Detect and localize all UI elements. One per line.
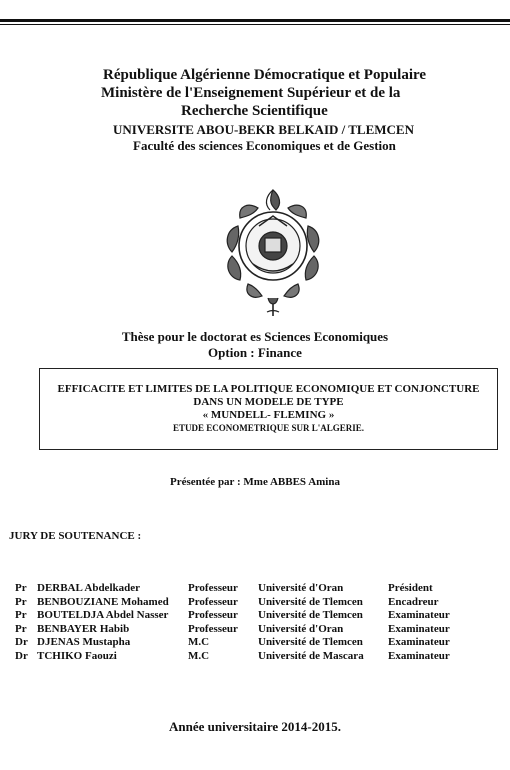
top-rule-thin: [0, 24, 510, 25]
faculty-name: Faculté des sciences Economiques et de Gestion: [133, 138, 396, 153]
jury-heading: JURY DE SOUTENANCE :: [9, 530, 142, 542]
jury-role: Examinateur: [388, 609, 450, 621]
jury-role: Encadreur: [388, 596, 439, 608]
republic-line: République Algérienne Démocratique et Populaire: [103, 67, 427, 83]
jury-role: Examinateur: [388, 623, 450, 635]
jury-name: DJENAS Mustapha: [37, 636, 131, 648]
jury-university: Université de Tlemcen: [258, 609, 363, 621]
jury-title: Pr: [15, 609, 27, 621]
university-emblem-icon: [218, 186, 328, 318]
jury-rank: Professeur: [188, 623, 238, 635]
jury-university: Université de Tlemcen: [258, 596, 363, 608]
top-rule-thick: [0, 19, 510, 22]
jury-title: Dr: [15, 650, 28, 662]
jury-title: Dr: [15, 636, 28, 648]
jury-role: Examinateur: [388, 650, 450, 662]
jury-title: Pr: [15, 623, 27, 635]
jury-name: DERBAL Abdelkader: [37, 582, 140, 594]
jury-university: Université de Tlemcen: [258, 636, 363, 648]
research-line: Recherche Scientifique: [181, 103, 328, 119]
jury-name: TCHIKO Faouzi: [37, 650, 117, 662]
jury-name: BENBAYER Habib: [37, 623, 130, 635]
jury-university: Université d'Oran: [258, 623, 344, 635]
jury-rank: Professeur: [188, 596, 238, 608]
university-name: UNIVERSITE ABOU-BEKR BELKAID / TLEMCEN: [113, 122, 414, 137]
jury-title: Pr: [15, 582, 27, 594]
jury-name: BOUTELDJA Abdel Nasser: [37, 609, 169, 621]
jury-rank: Professeur: [188, 609, 238, 621]
thesis-title-line3: « MUNDELL- FLEMING »: [202, 409, 335, 421]
jury-rank: Professeur: [188, 582, 238, 594]
thesis-type: Thèse pour le doctorat es Sciences Economiques: [121, 329, 389, 344]
thesis-title-box: [39, 368, 498, 450]
thesis-title-line1: EFFICACITE ET LIMITES DE LA POLITIQUE ECONOMIQUE ET CONJONCTURE: [57, 383, 480, 395]
jury-name: BENBOUZIANE Mohamed: [37, 596, 169, 608]
jury-role: Président: [388, 582, 433, 594]
thesis-subtitle: ETUDE ECONOMETRIQUE SUR L'ALGERIE.: [172, 423, 365, 433]
ministry-line: Ministère de l'Enseignement Supérieur et de la: [101, 85, 401, 101]
jury-university: Université d'Oran: [258, 582, 344, 594]
jury-title: Pr: [15, 596, 27, 608]
academic-year: Année universitaire 2014-2015.: [169, 719, 341, 734]
presented-by: Présentée par : Mme ABBES Amina: [170, 476, 340, 488]
jury-university: Université de Mascara: [258, 650, 364, 662]
thesis-option: Option : Finance: [208, 345, 302, 360]
thesis-title-line2: DANS UN MODELE DE TYPE: [193, 396, 344, 408]
jury-rank: M.C: [188, 636, 210, 648]
jury-rank: M.C: [188, 650, 210, 662]
jury-role: Examinateur: [388, 636, 450, 648]
